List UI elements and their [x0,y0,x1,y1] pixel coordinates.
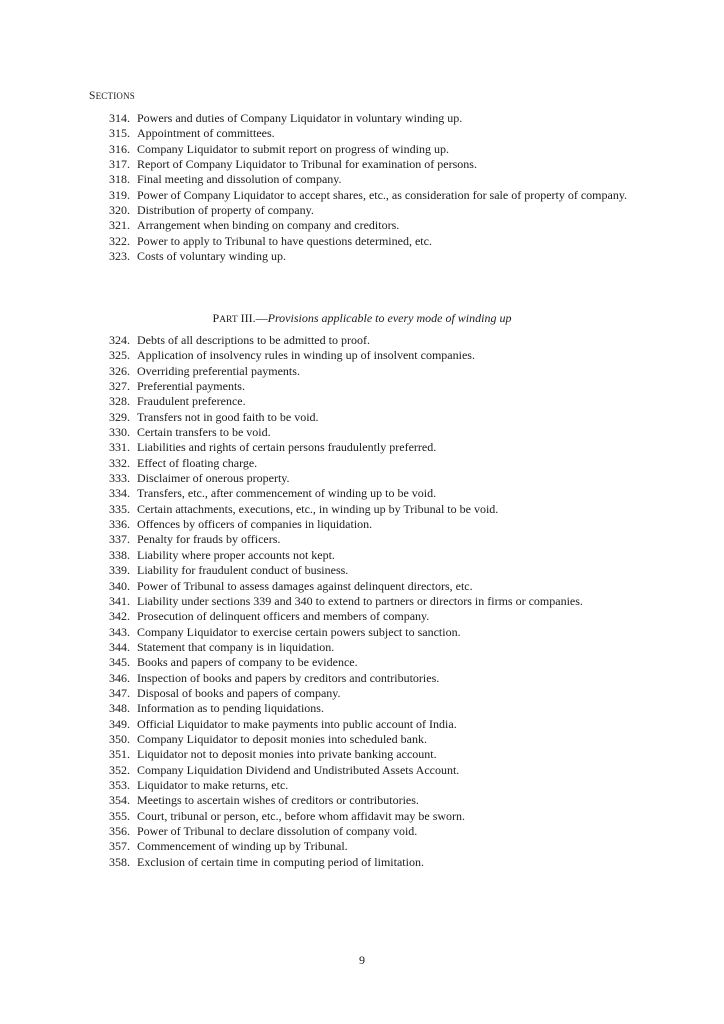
section-entry [109,793,659,808]
section-number: 321. [109,218,130,233]
section-entry [109,594,659,609]
section-entry [109,203,659,218]
sections-list-group-1 [109,111,659,264]
section-title: Prosecution of delinquent officers and members of company. [137,609,430,624]
section-number: 339. [109,563,130,578]
section-entry [109,809,659,824]
section-number: 337. [109,532,130,547]
section-title: Power of Company Liquidator to accept shares, etc., as consideration for sale of property of company. [137,187,628,202]
sections-heading [89,89,135,104]
section-entry [109,763,659,778]
section-title: Inspection of books and papers by creditors and contributories. [137,670,440,685]
section-title: Final meeting and dissolution of company. [137,172,342,187]
section-number: 347. [109,685,130,700]
section-title: Effect of floating charge. [137,455,258,470]
section-entry [109,188,659,203]
section-number: 338. [109,547,130,562]
part-label-initial: P [212,311,220,325]
section-number: 348. [109,701,130,716]
section-entry [109,486,659,501]
section-title: Books and papers of company to be evidence. [137,655,358,670]
section-number: 351. [109,747,130,762]
section-entry [109,655,659,670]
section-title: Powers and duties of Company Liquidator in voluntary winding up. [137,111,463,125]
section-title: Official Liquidator to make payments into public account of India. [137,716,457,731]
section-title: Debts of all descriptions to be admitted to proof. [137,333,370,347]
part-number: III. [237,311,256,325]
section-title: Court, tribunal or person, etc., before whom affidavit may be sworn. [137,808,466,823]
section-title: Certain transfers to be void. [137,425,271,440]
section-title: Liability under sections 339 and 340 to extend to partners or directors in firms or companies. [137,593,583,608]
part-heading [0,311,724,328]
section-number: 317. [109,157,130,172]
section-title: Liability where proper accounts not kept. [137,547,335,562]
section-entry [109,394,659,409]
section-entry [109,249,659,264]
section-title: Arrangement when binding on company and creditors. [137,218,400,233]
section-title: Costs of voluntary winding up. [137,249,286,264]
section-entry [109,532,659,547]
section-number: 356. [109,824,130,838]
section-title: Company Liquidator to submit report on progress of winding up. [137,141,449,156]
section-entry [109,440,659,455]
section-title: Company Liquidation Dividend and Undistributed Assets Account. [137,762,460,777]
section-number: 342. [109,609,130,624]
section-number: 314. [109,111,130,125]
section-title: Power of Tribunal to assess damages against delinquent directors, etc. [137,578,473,593]
section-number: 341. [109,593,130,608]
section-title: Certain attachments, executions, etc., in winding up by Tribunal to be void. [137,501,499,516]
section-number: 324. [109,333,130,347]
section-title: Transfers, etc., after commencement of winding up to be void. [137,486,437,501]
section-entry [109,563,659,578]
section-title: Information as to pending liquidations. [137,701,324,716]
section-entry [109,747,659,762]
section-number: 319. [109,187,130,202]
section-title: Preferential payments. [137,379,245,394]
section-entry [109,671,659,686]
section-title: Company Liquidator to deposit monies into scheduled bank. [137,731,427,746]
section-entry [109,234,659,249]
section-entry [109,157,659,172]
section-number: 349. [109,716,130,731]
section-entry [109,471,659,486]
section-title: Power to apply to Tribunal to have questions determined, etc. [137,233,432,248]
section-title: Appointment of committees. [137,126,275,141]
section-number: 323. [109,249,130,264]
section-number: 353. [109,777,130,792]
section-entry [109,348,659,363]
section-number: 331. [109,440,130,455]
section-title: Offences by officers of companies in liquidation. [137,517,373,532]
section-entry [109,717,659,732]
section-number: 345. [109,655,130,670]
part-label-rest: ART [219,315,238,325]
section-number: 352. [109,762,130,777]
section-number: 326. [109,363,130,378]
section-number: 332. [109,455,130,470]
section-entry [109,778,659,793]
section-title: Fraudulent preference. [137,394,246,409]
section-entry [109,579,659,594]
section-title: Liquidator to make returns, etc. [137,777,289,792]
page-number: 9 [359,953,365,967]
section-entry [109,502,659,517]
section-number: 320. [109,203,130,218]
section-title: Statement that company is in liquidation. [137,639,335,654]
section-entry [109,824,659,839]
section-entry [109,701,659,716]
section-entry [109,732,659,747]
section-number: 333. [109,471,130,486]
section-title: Overriding preferential payments. [137,363,300,378]
section-entry [109,333,659,348]
section-title: Transfers not in good faith to be void. [137,409,319,424]
section-entry [109,548,659,563]
section-number: 355. [109,808,130,823]
sections-heading-initial: S [89,90,96,102]
section-entry [109,517,659,532]
section-entry [109,625,659,640]
section-title: Application of insolvency rules in winding up of insolvent companies. [137,348,475,363]
section-number: 358. [109,854,130,869]
section-entry [109,686,659,701]
section-number: 328. [109,394,130,409]
section-title: Penalty for frauds by officers. [137,532,281,547]
section-number: 350. [109,731,130,746]
section-number: 329. [109,409,130,424]
section-entry [109,379,659,394]
section-title: Liabilities and rights of certain persons fraudulently preferred. [137,440,437,455]
section-number: 354. [109,793,130,808]
section-title: Liability for fraudulent conduct of business. [137,563,349,578]
section-number: 325. [109,348,130,363]
section-entry [109,855,659,870]
section-number: 340. [109,578,130,593]
section-entry [109,364,659,379]
section-title: Meetings to ascertain wishes of creditors or contributories. [137,793,419,808]
section-number: 327. [109,379,130,394]
section-title: Exclusion of certain time in computing period of limitation. [137,854,424,869]
section-entry [109,609,659,624]
section-number: 335. [109,501,130,516]
section-number: 315. [109,126,130,141]
section-title: Distribution of property of company. [137,203,314,218]
section-number: 357. [109,839,130,854]
part-dash: — [255,311,268,325]
sections-list-group-2 [109,333,659,870]
section-title: Report of Company Liquidator to Tribunal for examination of persons. [137,157,477,172]
section-number: 346. [109,670,130,685]
section-title: Company Liquidator to exercise certain powers subject to sanction. [137,624,461,639]
section-title: Commencement of winding up by Tribunal. [137,839,348,854]
section-entry [109,640,659,655]
section-entry [109,839,659,854]
section-entry [109,218,659,233]
section-title: Disposal of books and papers of company. [137,685,341,700]
section-number: 316. [109,141,130,156]
section-entry [109,410,659,425]
section-number: 318. [109,172,130,187]
section-number: 334. [109,486,130,501]
section-title: Liquidator not to deposit monies into private banking account. [137,747,437,762]
section-number: 336. [109,517,130,532]
part-title: Provisions applicable to every mode of winding up [267,311,512,325]
section-entry [109,126,659,141]
section-number: 343. [109,624,130,639]
section-entry [109,425,659,440]
section-entry [109,111,659,126]
section-entry [109,142,659,157]
section-entry [109,456,659,471]
sections-heading-rest: ECTIONS [95,91,136,101]
section-entry [109,172,659,187]
section-number: 330. [109,425,130,440]
section-title: Power of Tribunal to declare dissolution of company void. [137,824,418,838]
section-number: 322. [109,233,130,248]
section-number: 344. [109,639,130,654]
section-title: Disclaimer of onerous property. [137,471,290,486]
